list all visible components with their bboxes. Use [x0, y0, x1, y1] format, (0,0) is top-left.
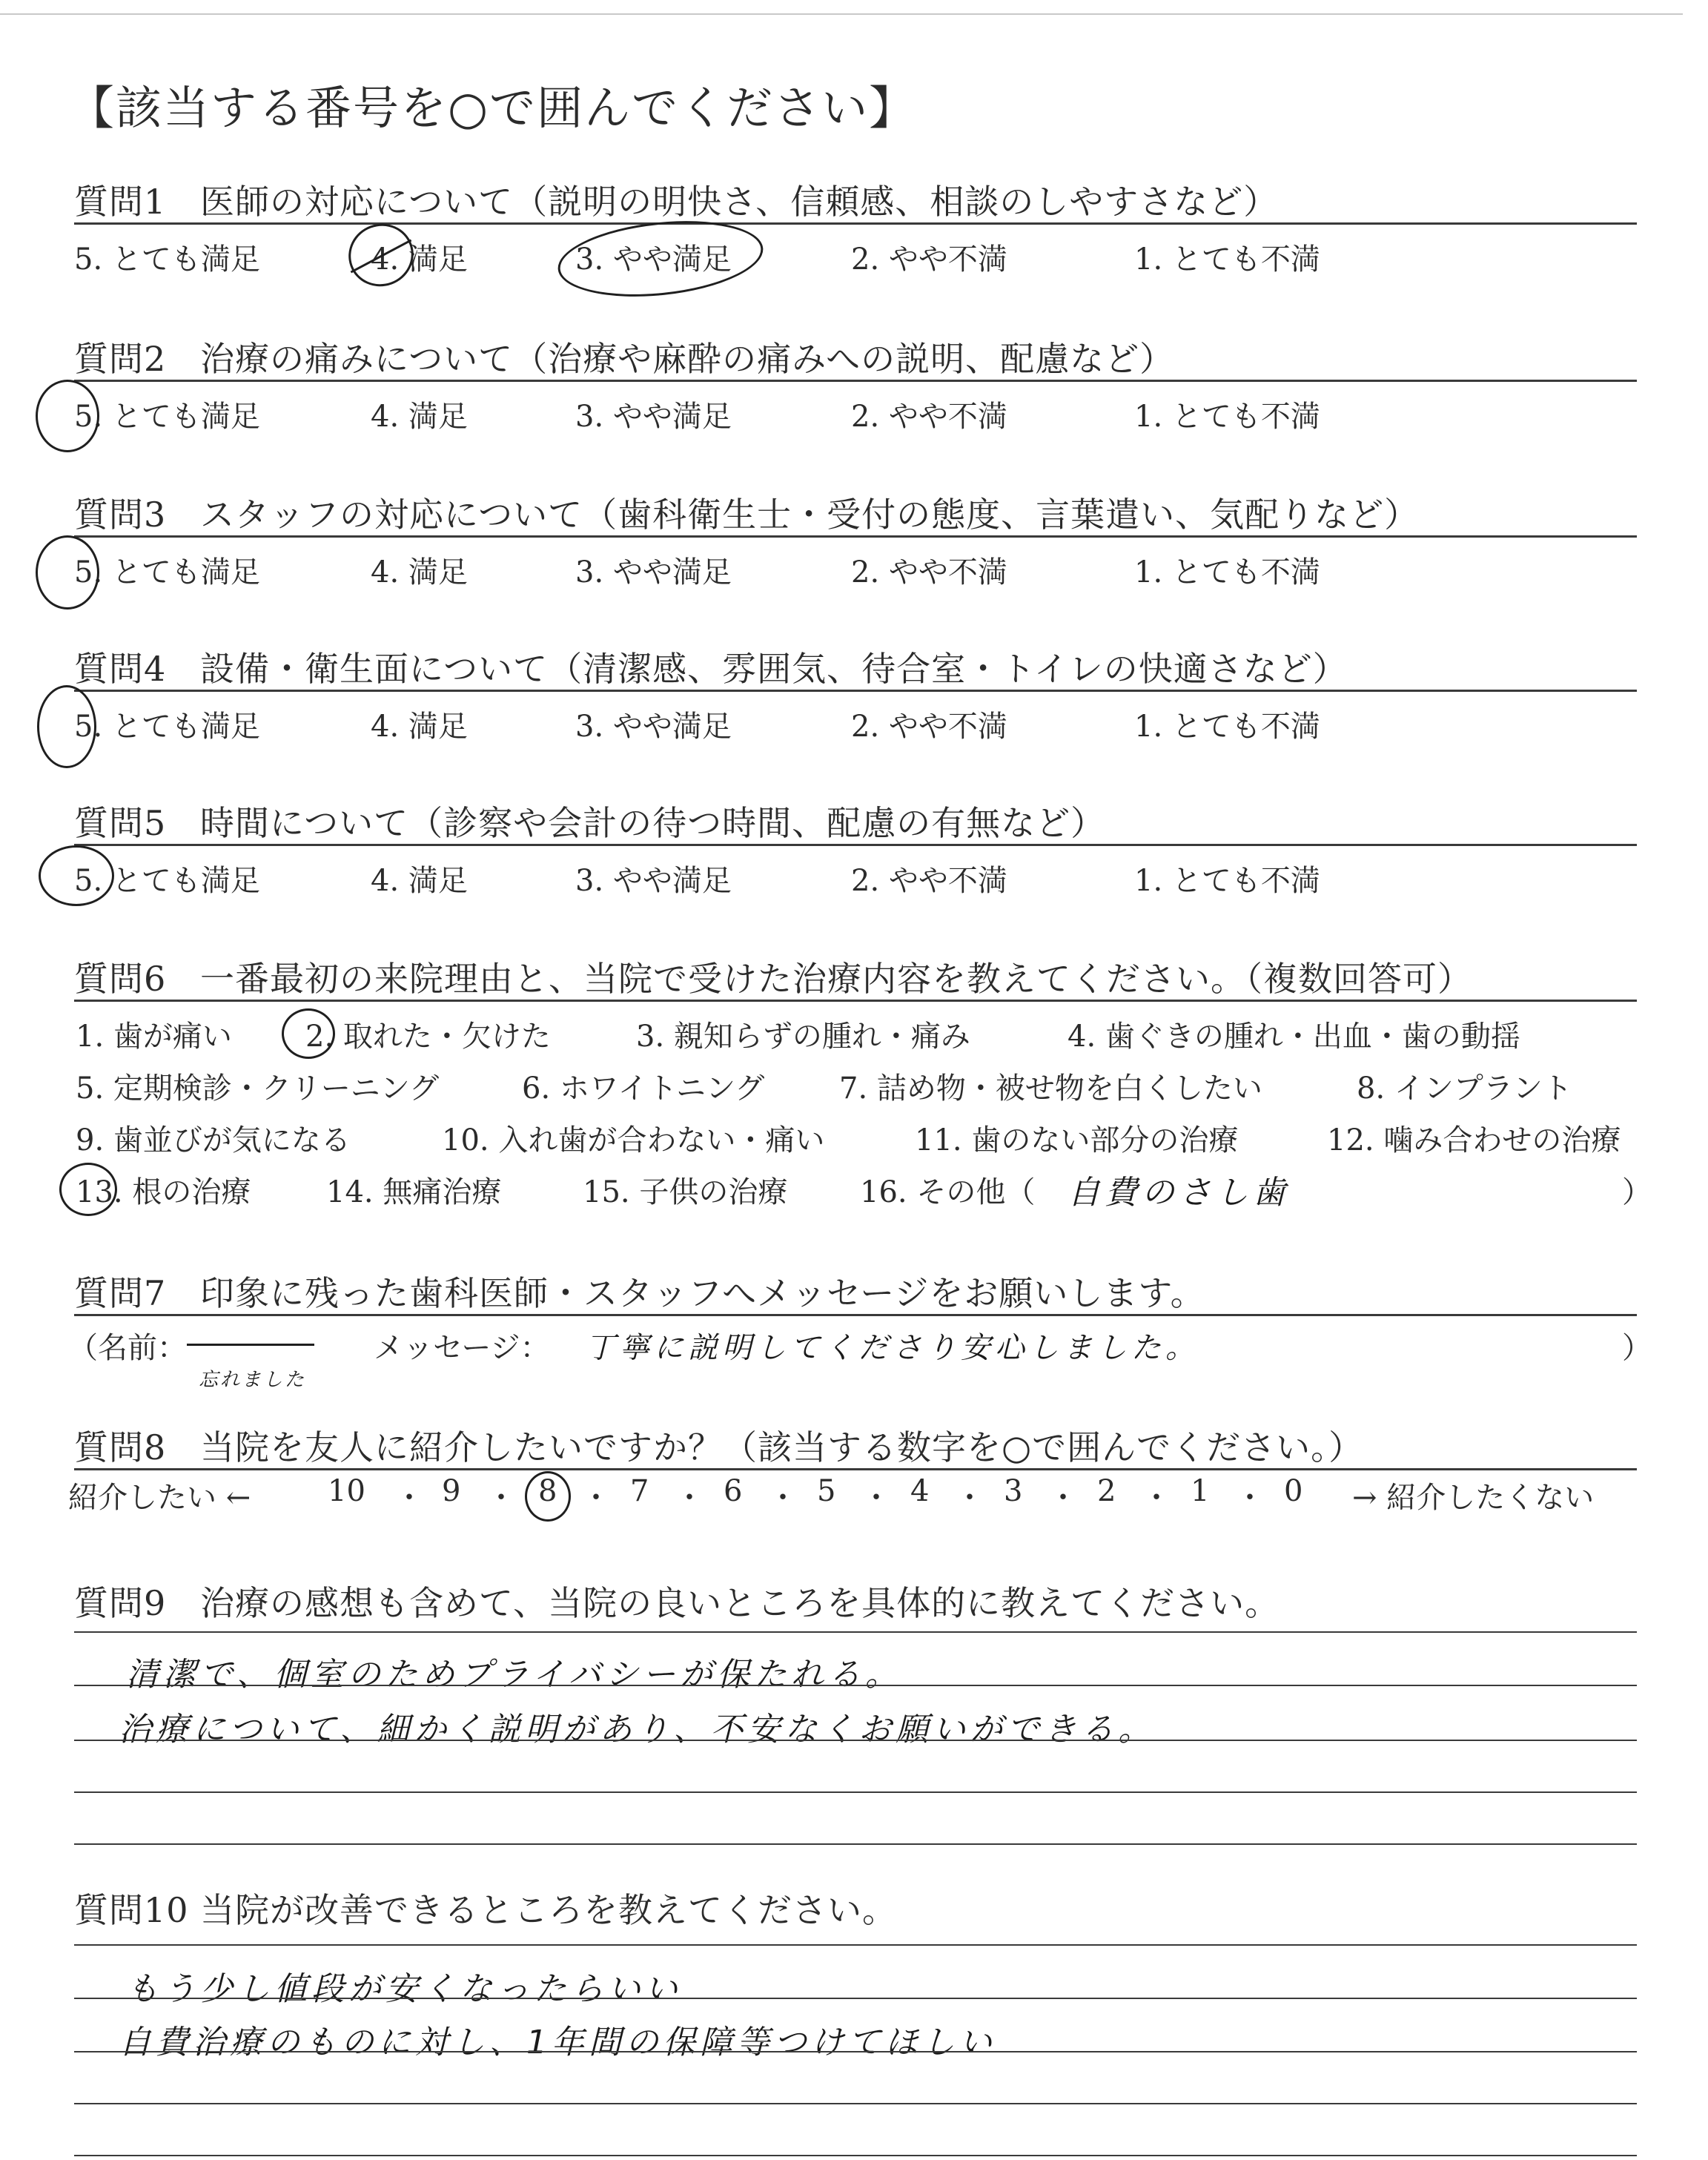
question-number: 質問10	[74, 1890, 189, 1930]
option-1[interactable]: 1. 歯が痛い	[76, 1020, 232, 1054]
question-text: 時間について（診察や会計の待つ時間、配慮の有無など）	[200, 803, 1106, 843]
name-strike-through	[187, 1344, 314, 1346]
question-5-rule	[74, 844, 1637, 846]
option-5[interactable]: 5. とても満足	[74, 555, 260, 589]
scale-value-0[interactable]: 0	[1284, 1474, 1303, 1508]
recommend-scale	[68, 1474, 1637, 1516]
option-5[interactable]: 5. とても満足	[74, 710, 260, 744]
question-9-title	[74, 1576, 1637, 1625]
answer-line	[74, 1631, 1637, 1633]
option-16[interactable]: 16. その他（	[860, 1175, 1036, 1209]
scale-value-7[interactable]: 7	[630, 1474, 649, 1508]
question-text: 設備・衛生面について（清潔感、雰囲気、待合室・トイレの快適さなど）	[200, 649, 1348, 689]
question-text: スタッフの対応について（歯科衛生士・受付の態度、言葉遣い、気配りなど）	[200, 495, 1420, 535]
scale-value-6[interactable]: 6	[724, 1474, 743, 1508]
scale-right-label: → 紹介したくない	[1352, 1481, 1595, 1515]
question-number: 質問6	[74, 959, 167, 999]
option-2[interactable]: 2. やや不満	[851, 400, 1007, 434]
scale-separator: ・	[675, 1481, 704, 1515]
scale-separator: ・	[1235, 1481, 1265, 1515]
question-number: 質問9	[74, 1583, 167, 1623]
option-5[interactable]: 5. とても満足	[74, 400, 260, 434]
question-10-title	[74, 1883, 1637, 1932]
question-text: 印象に残った歯科医師・スタッフへメッセージをお願いします。	[200, 1273, 1205, 1313]
question-text: 治療の痛みについて（治療や麻酔の痛みへの説明、配慮など）	[200, 339, 1175, 379]
question-number: 質問5	[74, 803, 167, 843]
option-2[interactable]: 2. やや不満	[851, 242, 1007, 277]
question-6-options-row-3	[74, 1117, 1637, 1155]
answer-line	[74, 1791, 1637, 1793]
question-number: 質問1	[74, 182, 167, 222]
scale-value-2[interactable]: 2	[1097, 1474, 1116, 1508]
scale-value-10[interactable]: 10	[328, 1474, 365, 1508]
answer-line	[74, 2103, 1637, 2104]
option-1[interactable]: 1. とても不満	[1134, 242, 1320, 277]
option-4[interactable]: 4. 満足	[371, 710, 468, 744]
option-15[interactable]: 15. 子供の治療	[583, 1175, 788, 1209]
option-14[interactable]: 14. 無痛治療	[326, 1175, 502, 1209]
message-label: メッセージ：	[374, 1331, 550, 1365]
answer-line	[74, 1685, 1637, 1686]
question-7-title	[74, 1266, 1637, 1315]
message-close-paren: ）	[1622, 1331, 1652, 1365]
option-5[interactable]: 5. とても満足	[74, 242, 260, 277]
scale-value-5[interactable]: 5	[817, 1474, 836, 1508]
question-3-title	[74, 488, 1637, 537]
question-1-options	[74, 236, 1637, 277]
question-8-title	[74, 1421, 1637, 1470]
answer-handwriting[interactable]: 清潔で、個室のためプライバシーが保たれる。	[126, 1656, 902, 1694]
option-3[interactable]: 3. やや満足	[575, 710, 732, 744]
scale-value-3[interactable]: 3	[1004, 1474, 1023, 1508]
question-4-title	[74, 642, 1637, 691]
scale-separator: ・	[486, 1481, 516, 1515]
question-3-rule	[74, 535, 1637, 538]
scale-separator: ・	[768, 1481, 798, 1515]
scale-left-label: 紹介したい ←	[68, 1481, 251, 1515]
option-8[interactable]: 8. インプラント	[1357, 1071, 1572, 1106]
name-label: （名前：	[68, 1331, 187, 1365]
question-5-title	[74, 796, 1637, 845]
answer-handwriting[interactable]: 自費治療のものに対し、1年間の保障等つけてほしい	[119, 2024, 996, 2061]
option-4[interactable]: 4. 歯ぐきの腫れ・出血・歯の動揺	[1068, 1020, 1520, 1054]
question-number: 質問2	[74, 339, 167, 379]
scale-separator: ・	[581, 1481, 611, 1515]
option-9[interactable]: 9. 歯並びが気になる	[76, 1123, 351, 1157]
question-text: 治療の感想も含めて、当院の良いところを具体的に教えてください。	[200, 1583, 1280, 1623]
option-2[interactable]: 2. 取れた・欠けた	[305, 1020, 551, 1054]
scale-value-4[interactable]: 4	[910, 1474, 930, 1508]
question-1-rule	[74, 222, 1637, 225]
scale-value-8[interactable]: 8	[538, 1474, 557, 1508]
option-7[interactable]: 7. 詰め物・被せ物を白くしたい	[839, 1071, 1262, 1106]
question-7-rule	[74, 1314, 1637, 1316]
question-6-options-row-2	[74, 1065, 1637, 1106]
name-note-handwriting[interactable]: 忘れました	[199, 1369, 307, 1391]
option-13[interactable]: 13. 根の治療	[76, 1175, 251, 1209]
option-1[interactable]: 1. とても不満	[1134, 864, 1320, 898]
question-2-options	[74, 393, 1637, 432]
option-3[interactable]: 3. 親知らずの腫れ・痛み	[636, 1020, 970, 1054]
other-close-paren: ）	[1622, 1175, 1652, 1209]
question-text: 当院が改善できるところを教えてください。	[200, 1890, 897, 1930]
question-2-title	[74, 332, 1637, 381]
answer-line	[74, 1740, 1637, 1741]
question-4-options	[74, 703, 1637, 742]
question-6-title	[74, 952, 1637, 1001]
option-4[interactable]: 4. 満足	[371, 555, 468, 589]
scale-separator: ・	[955, 1481, 984, 1515]
answer-line	[74, 2051, 1637, 2052]
option-11[interactable]: 11. 歯のない部分の治療	[915, 1123, 1239, 1157]
scan-edge	[0, 13, 1683, 15]
option-3[interactable]: 3. やや満足	[575, 555, 732, 589]
question-text: 当院を友人に紹介したいですか？（該当する数字を○で囲んでください。）	[200, 1427, 1364, 1467]
option-1[interactable]: 1. とても不満	[1134, 710, 1320, 744]
option-4[interactable]: 4. 満足	[371, 864, 468, 898]
option-5[interactable]: 5. 定期検診・クリーニング	[76, 1071, 440, 1106]
option-3[interactable]: 3. やや満足	[575, 242, 732, 277]
question-6-options-row-1	[74, 1013, 1637, 1054]
question-text: 医師の対応について（説明の明快さ、信頼感、相談のしやすさなど）	[200, 182, 1279, 222]
question-5-options	[74, 857, 1637, 896]
question-text: 一番最初の来院理由と、当院で受けた治療内容を教えてください。（複数回答可）	[200, 959, 1472, 999]
option-1[interactable]: 1. とても不満	[1134, 400, 1320, 434]
option-2[interactable]: 2. やや不満	[851, 555, 1007, 589]
option-1[interactable]: 1. とても不満	[1134, 555, 1320, 589]
answer-line	[74, 1944, 1637, 1946]
scale-value-1[interactable]: 1	[1191, 1474, 1210, 1508]
scale-separator: ・	[1142, 1481, 1171, 1515]
answer-line	[74, 2155, 1637, 2156]
option-4[interactable]: 4. 満足	[371, 242, 468, 277]
question-4-rule	[74, 690, 1637, 692]
option-3[interactable]: 3. やや満足	[575, 400, 732, 434]
question-6-rule	[74, 1000, 1637, 1002]
option-2[interactable]: 2. やや不満	[851, 710, 1007, 744]
scale-separator: ・	[394, 1481, 424, 1515]
option-10[interactable]: 10. 入れ歯が合わない・痛い	[442, 1123, 825, 1157]
question-number: 質問4	[74, 649, 167, 689]
option-12[interactable]: 12. 噛み合わせの治療	[1327, 1123, 1621, 1157]
option-5[interactable]: 5. とても満足	[74, 864, 260, 898]
option-2[interactable]: 2. やや不満	[851, 864, 1007, 898]
question-2-rule	[74, 380, 1637, 382]
other-answer-handwriting[interactable]: 自費のさし歯	[1068, 1174, 1290, 1212]
option-3[interactable]: 3. やや満足	[575, 864, 732, 898]
message-handwriting[interactable]: 丁寧に説明してくださり安心しました。	[586, 1331, 1199, 1365]
question-1-title	[74, 175, 1637, 224]
scale-separator: ・	[861, 1481, 891, 1515]
question-number: 質問8	[74, 1427, 167, 1467]
answer-line	[74, 1998, 1637, 1999]
answer-line	[74, 1843, 1637, 1845]
scale-separator: ・	[1048, 1481, 1078, 1515]
scale-value-9[interactable]: 9	[442, 1474, 461, 1508]
question-number: 質問3	[74, 495, 167, 535]
question-3-options	[74, 549, 1637, 587]
question-8-rule	[74, 1468, 1637, 1470]
option-4[interactable]: 4. 満足	[371, 400, 468, 434]
question-6-options-row-4	[74, 1169, 1652, 1209]
answer-handwriting[interactable]: 治療について、細かく説明があり、不安なくお願いができる。	[119, 1711, 1156, 1748]
option-6[interactable]: 6. ホワイトニング	[522, 1071, 765, 1106]
answer-handwriting[interactable]: もう少し値段が安くなったらいい	[126, 1970, 682, 2008]
question-number: 質問7	[74, 1273, 167, 1313]
page-header: 【該当する番号を○で囲んでください】	[68, 81, 917, 135]
